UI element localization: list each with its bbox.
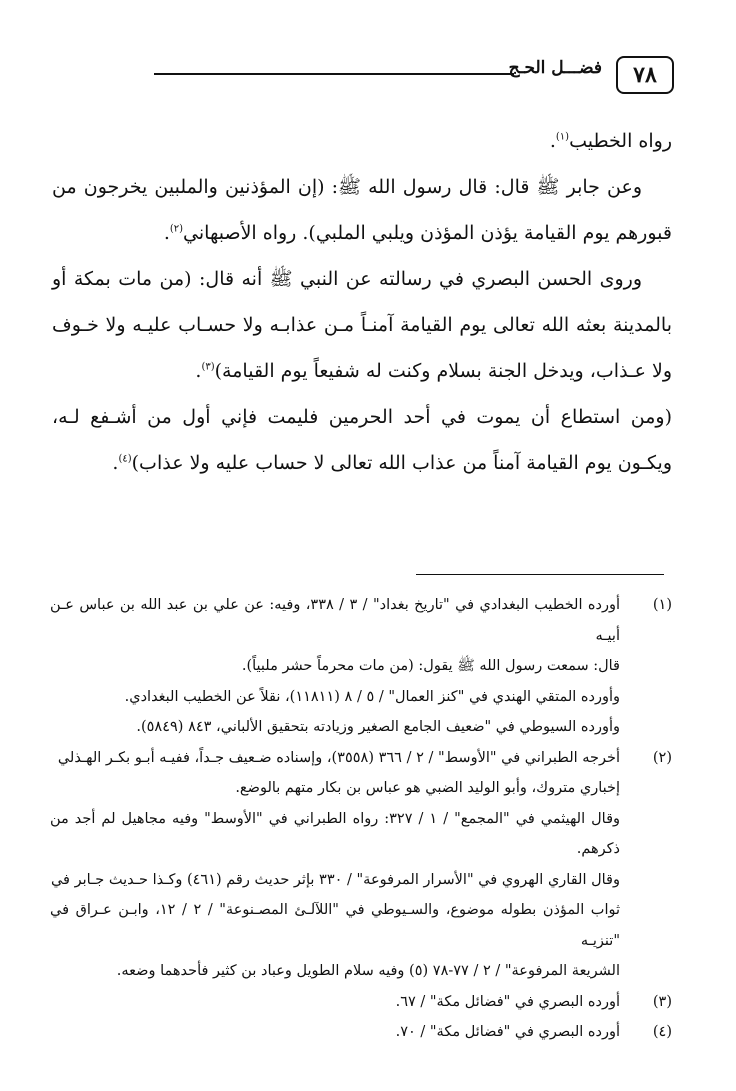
footnote-line: إخباري متروك، وأبو الوليد الضبي هو عباس بن بكار متهم بالوضع. [235,780,620,796]
footnote-number: (١) [652,597,672,613]
footnote-ref: (٢) [169,223,184,235]
page-number: ٧٨ [616,56,674,94]
footnote-line: وأورده المتقي الهندي في "كنز العمال" / ٥ / ٨ (١١٨١١)، نقلاً عن الخطيب البغدادي. [124,688,620,705]
page-header [30,56,674,96]
footnote-line: وقال القاري الهروي في "الأسرار المرفوعة" / ٣٣٠ بإثر حديث رقم (٤٦١) وكـذا حـديث جـابر في [50,871,620,888]
paragraph: رواه الخطيب$^{(١)}$. [549,130,672,152]
footnote-line: (٤) أورده البصري في "فضائل مكة" / ٧٠. [50,1017,672,1048]
paragraph: وعن جابر ﷺ قال: قال رسول الله ﷺ: (إن المؤذنين والملبين يخرجون من قبورهم يوم القيامة يؤذن المؤذن ويلبي الملبي). رواه الأصبهاني$^{(٢)}$. [52,176,672,244]
running-title: فضـــل الحـج [508,58,602,78]
footnote-ref: (١) [555,131,570,143]
footnote-number: (٢) [652,749,672,766]
footnotes [50,590,672,1048]
footnote-ref: (٤) [118,453,132,465]
main-text [52,118,672,486]
footnote-line: (١) أورده الخطيب البغدادي في "تاريخ بغداد" / ٣ / ٣٣٨، وفيه: عن علي بن عبد الله بن عباس عـن أبيـه [50,590,672,651]
footnote-line: وقال الهيثمي في "المجمع" / ١ / ٣٢٧: رواه الطبراني في "الأوسط" وفيه مجاهيل لم أجد من ذكرهم. [50,810,621,857]
footnote-line: قال: سمعت رسول الله ﷺ يقول: (من مات محرماً حشر ملبياً). [241,658,620,674]
footnote-line: الشريعة المرفوعة" / ٢ / ٧٧-٧٨ (٥) وفيه سلام الطويل وعباد بن كثير فأحدهما وضعه. [116,963,620,979]
footnote-number: (٣) [652,993,672,1010]
footnote-separator [416,574,664,575]
footnote-line: (٢) أخرجه الطبراني في "الأوسط" / ٢ / ٣٦٦ (٣٥٥٨)، وإسناده ضـعيف جـداً، ففيـه أبـو بكـر الهـذلي [50,743,672,774]
footnote-line: ثواب المؤذن بطوله موضوع، والسـيوطي في "اللآلـئ المصـنوعة" / ٢ / ١٢، وابـن عـراق في "تنزيـه [50,902,621,949]
footnote-line: وأورده السيوطي في "ضعيف الجامع الصغير وزيادته بتحقيق الألباني، ٨٤٣ (٥٨٤٩). [136,719,620,735]
paragraph: (ومن استطاع أن يموت في أحد الحرمين فليمت فإني أول من أشـفع لـه، ويكـون يوم القيامة آمناً من عذاب الله تعالى لا حساب عليه ولا عذاب)$^{(٤)}$. [52,406,672,474]
footnote-line: (٣) أورده البصري في "فضائل مكة" / ٦٧. [50,987,672,1018]
header-rule [154,73,514,75]
paragraph: وروى الحسن البصري في رسالته عن النبي ﷺ أنه قال: (من مات بمكة أو بالمدينة بعثه الله تعالى يوم القيامة آمنـاً مـن عذابـه ولا حسـاب عليـه ولا خـوف ولا عـذاب، ويدخل الجنة بسلام وكنت له شفيعاً يوم القيامة)$^{(٣)}$. [52,268,672,382]
footnote-ref: (٣) [201,361,215,373]
footnote-number: (٤) [652,1024,672,1040]
